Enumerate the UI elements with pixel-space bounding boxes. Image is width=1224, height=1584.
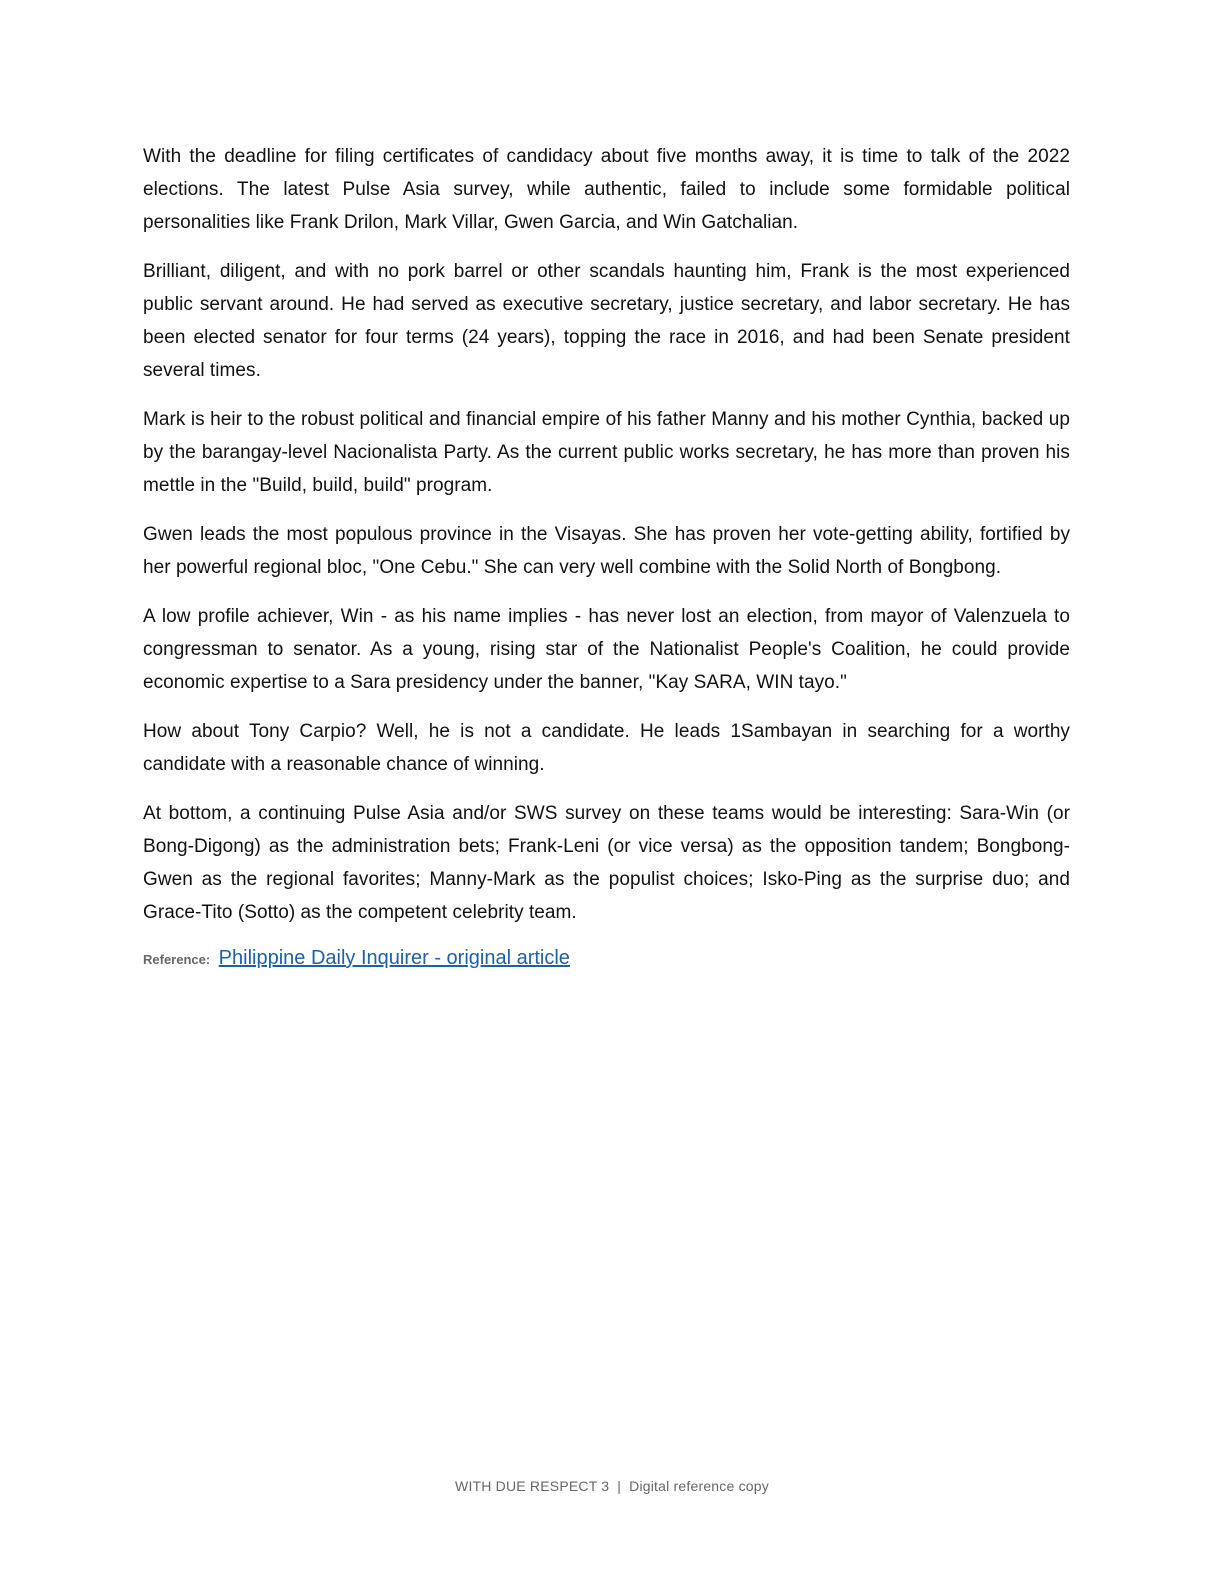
footer-title: WITH DUE RESPECT 3 [455, 1478, 610, 1494]
reference-label: Reference: [143, 952, 211, 967]
paragraph-carpio: How about Tony Carpio? Well, he is not a candidate. He leads 1Sambayan in searching for a worthy candidate with a reasonable chance of winning. [143, 721, 1070, 775]
paragraph-drilon: Brilliant, diligent, and with no pork barrel or other scandals haunting him, Frank is the most experienced public servant around. He had served as executive secretary, justice secretary, and labor secretary. He has been elected senator for four terms (24 years), topping the race in 2016, and had been Senate president several times. [143, 261, 1070, 381]
reference-line [143, 945, 1070, 973]
paragraph-gatchalian: A low profile achiever, Win - as his name implies - has never lost an election, from mayor of Valenzuela to congressman to senator. As a young, rising star of the Nationalist People's Coalition, he could provide economic expertise to a Sara presidency under the banner, "Kay SARA, WIN tayo." [143, 606, 1070, 693]
paragraph-intro: With the deadline for filing certificates of candidacy about five months away, it is time to talk of the 2022 elections. The latest Pulse Asia survey, while authentic, failed to include some formidable political personalities like Frank Drilon, Mark Villar, Gwen Garcia, and Win Gatchalian. [143, 146, 1070, 233]
paragraph-garcia: Gwen leads the most populous province in the Visayas. She has proven her vote-getting ability, fortified by her powerful regional bloc, "One Cebu." She can very well combine with the Solid North of Bongbong. [143, 524, 1070, 578]
reference-link[interactable]: Philippine Daily Inquirer - original article [218, 947, 570, 969]
article-body [143, 140, 1070, 973]
paragraph-conclusion: At bottom, a continuing Pulse Asia and/or SWS survey on these teams would be interesting: Sara-Win (or Bong-Digong) as the administration bets; Frank-Leni (or vice versa) as the opposition tandem; Bongbong-Gwen as the regional favorites; Manny-Mark as the populist choices; Isko-Ping as the surprise duo; and Grace-Tito (Sotto) as the competent celebrity team. [143, 803, 1070, 923]
footer-separator: | [617, 1478, 622, 1494]
page-footer [0, 1478, 1224, 1494]
footer-note: Digital reference copy [629, 1478, 769, 1494]
paragraph-villar: Mark is heir to the robust political and financial empire of his father Manny and his mother Cynthia, backed up by the barangay-level Nacionalista Party. As the current public works secretary, he has more than proven his mettle in the "Build, build, build" program. [143, 409, 1070, 496]
